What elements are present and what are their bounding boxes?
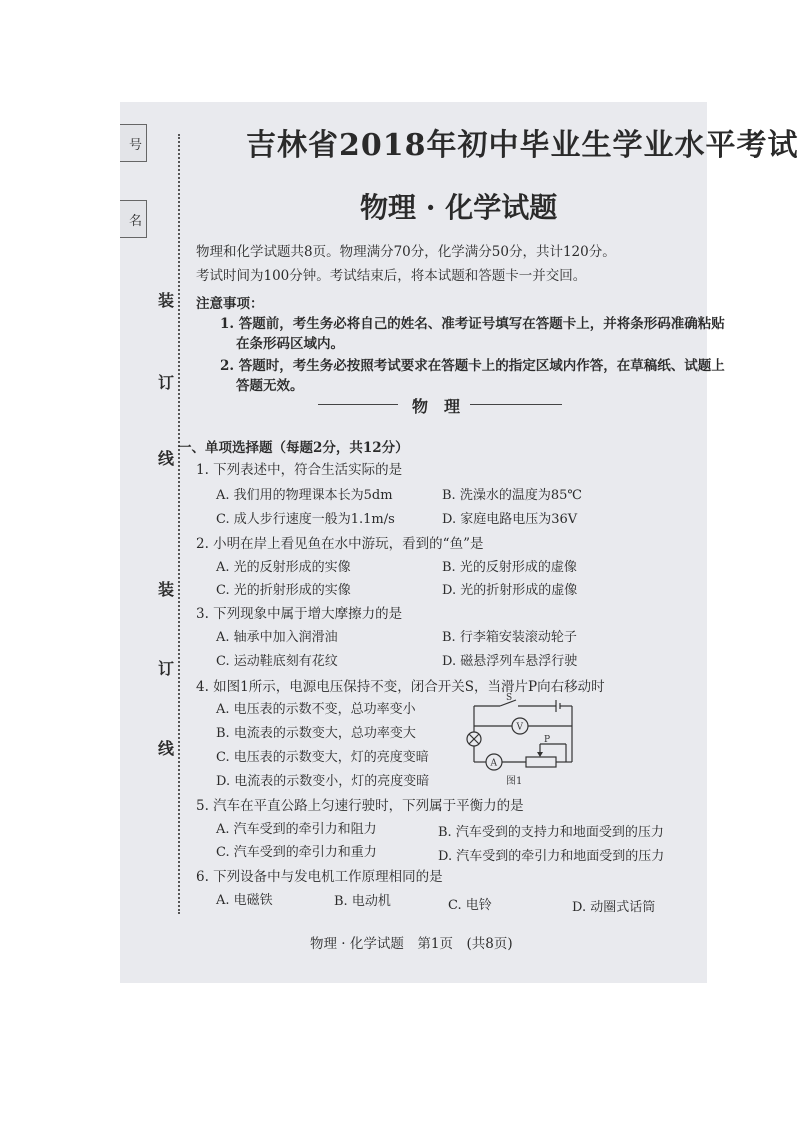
part-1-heading: 一、单项选择题（每题2分，共12分） [178,440,409,456]
question-1-stem: 1. 下列表述中，符合生活实际的是 [196,462,403,478]
figure-caption: 图1 [506,776,523,787]
exam-number-label: 号 [128,138,142,153]
binding-dotted-line [178,134,180,914]
circuit-figure-1 [460,693,580,788]
binding-char-1: 装 [158,291,175,310]
question-2-option-b: B. 光的反射形成的虚像 [442,560,577,575]
question-6-option-c: C. 电铃 [448,898,492,913]
exam-subtitle: 物理 · 化学试题 [360,191,558,224]
question-6-option-d: D. 动圈式话筒 [572,900,656,915]
question-3-stem: 3. 下列现象中属于增大摩擦力的是 [196,606,403,622]
page-footer: 物理 · 化学试题 第1页 (共8页) [310,936,513,952]
notes-item-2-line-2: 答题无效。 [236,378,304,394]
ammeter-label: A [490,758,497,769]
binding-char-5: 订 [158,659,175,678]
section-title: 物 理 [412,397,461,416]
question-2-option-a: A. 光的反射形成的实像 [216,560,351,575]
question-3-option-a: A. 轴承中加入润滑油 [216,630,338,645]
slider-label: P [544,735,551,745]
question-1-option-b: B. 洗澡水的温度为85℃ [442,488,582,503]
question-5-stem: 5. 汽车在平直公路上匀速行驶时，下列属于平衡力的是 [196,798,524,814]
question-2-option-d: D. 光的折射形成的虚像 [442,583,578,598]
question-4-option-b: B. 电流表的示数变大，总功率变大 [216,726,416,741]
switch-label: S [506,693,513,703]
voltmeter-label: V [516,722,523,733]
notes-item-1-line-1: 1. 答题前，考生务必将自己的姓名、准考证号填写在答题卡上，并将条形码准确粘贴 [220,316,725,332]
notes-item-2-line-1: 2. 答题时，考生务必按照考试要求在答题卡上的指定区域内作答，在草稿纸、试题上 [220,358,725,374]
intro-line-1: 物理和化学试题共8页。物理满分70分，化学满分50分，共计120分。 [196,244,616,260]
name-box [120,200,147,238]
question-4-option-d: D. 电流表的示数变小，灯的亮度变暗 [216,774,430,789]
question-3-option-c: C. 运动鞋底刻有花纹 [216,654,338,669]
question-5-option-d: D. 汽车受到的牵引力和地面受到的压力 [438,849,665,864]
binding-char-4: 装 [158,580,175,599]
binding-char-2: 订 [158,373,175,392]
exam-paper [120,102,799,983]
name-label: 名 [128,214,142,229]
question-6-stem: 6. 下列设备中与发电机工作原理相同的是 [196,869,443,885]
notes-heading: 注意事项： [196,296,264,312]
question-1-option-c: C. 成人步行速度一般为1.1m/s [216,512,395,527]
binding-char-6: 线 [158,739,175,758]
intro-line-2: 考试时间为100分钟。考试结束后，将本试题和答题卡一并交回。 [196,268,587,284]
question-3-option-d: D. 磁悬浮列车悬浮行驶 [442,654,578,669]
question-5-option-a: A. 汽车受到的牵引力和阻力 [216,822,377,837]
question-6-option-b: B. 电动机 [334,894,391,909]
question-1-option-d: D. 家庭电路电压为36V [442,512,578,527]
section-rule-left [318,404,398,405]
question-1-option-a: A. 我们用的物理课本长为5dm [216,488,393,503]
question-5-option-b: B. 汽车受到的支持力和地面受到的压力 [438,825,664,840]
question-5-option-c: C. 汽车受到的牵引力和重力 [216,845,377,860]
exam-title: 吉林省2018年初中毕业生学业水平考试 [246,128,799,163]
question-2-stem: 2. 小明在岸上看见鱼在水中游玩，看到的“鱼”是 [196,536,484,552]
question-4-stem: 4. 如图1所示，电源电压保持不变，闭合开关S，当滑片P向右移动时 [196,679,605,695]
question-6-option-a: A. 电磁铁 [216,893,273,908]
exam-number-box [120,124,147,162]
question-4-option-c: C. 电压表的示数变大，灯的亮度变暗 [216,750,429,765]
question-4-option-a: A. 电压表的示数不变，总功率变小 [216,702,416,717]
question-2-option-c: C. 光的折射形成的实像 [216,583,351,598]
question-3-option-b: B. 行李箱安装滚动轮子 [442,630,577,645]
section-rule-right [470,404,562,405]
binding-char-3: 线 [158,449,175,468]
notes-item-1-line-2: 在条形码区域内。 [236,336,344,352]
